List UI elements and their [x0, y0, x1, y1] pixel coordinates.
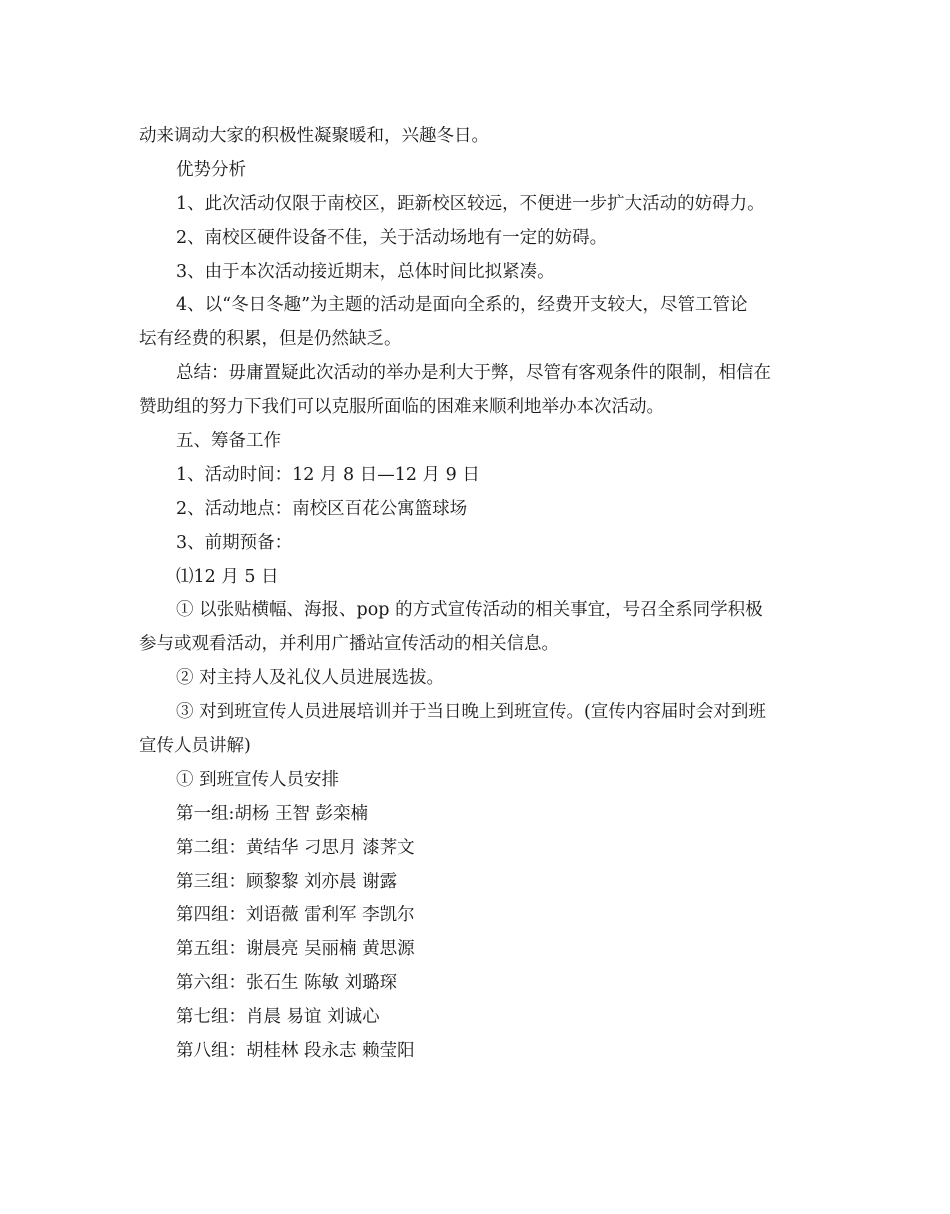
- list-item: ① 以张贴横幅、海报、pop 的方式宣传活动的相关事宜，号召全系同学积极: [176, 600, 763, 621]
- group-row: 第一组:胡杨 王智 彭栾楠: [176, 803, 369, 824]
- paragraph-line: 宣传人员讲解): [139, 736, 251, 757]
- group-row: 第七组：肖晨 易谊 刘诚心: [176, 1007, 380, 1028]
- list-item: 2、南校区硬件设备不佳，关于活动场地有一定的妨碍。: [176, 227, 608, 248]
- list-item-activity-location: 2、活动地点：南校区百花公寓篮球场: [176, 498, 468, 519]
- section-heading-advantage-analysis: 优势分析: [176, 159, 246, 180]
- group-row: 第三组：顾黎黎 刘亦晨 谢露: [176, 871, 398, 892]
- list-item: 3、由于本次活动接近期末，总体时间比拟紧凑。: [176, 261, 555, 282]
- list-item: ③ 对到班宣传人员进展培训并于当日晚上到班宣传。(宣传内容届时会对到班: [176, 702, 766, 723]
- list-item: ② 对主持人及礼仪人员进展选拔。: [176, 668, 445, 689]
- paragraph-line: 坛有经费的积累，但是仍然缺乏。: [139, 329, 402, 350]
- list-item: 1、此次活动仅限于南校区，距新校区较远，不便进一步扩大活动的妨碍力。: [176, 193, 765, 214]
- paragraph-line: 赞助组的努力下我们可以克服所面临的困难来顺利地举办本次活动。: [139, 397, 664, 418]
- list-item: 4、以“冬日冬趣”为主题的活动是面向全系的，经费开支较大，尽管工管论: [176, 295, 748, 316]
- list-item-preparation: 3、前期预备：: [176, 532, 293, 553]
- group-row: 第五组：谢晨亮 吴丽楠 黄思源: [176, 939, 415, 960]
- group-row: 第六组：张石生 陈敏 刘璐琛: [176, 973, 398, 994]
- paragraph-line: 参与或观看活动，并利用广播站宣传活动的相关信息。: [139, 634, 559, 655]
- list-item: ① 到班宣传人员安排: [176, 769, 340, 790]
- group-row: 第四组：刘语薇 雷利军 李凯尔: [176, 905, 415, 926]
- group-row: 第八组：胡桂林 段永志 赖莹阳: [176, 1041, 415, 1062]
- summary-paragraph: 总结：毋庸置疑此次活动的举办是利大于弊，尽管有客观条件的限制，相信在: [176, 363, 771, 384]
- list-item-activity-time: 1、活动时间：12 月 8 日—12 月 9 日: [176, 464, 480, 485]
- paragraph-line: 动来调动大家的积极性凝聚暖和，兴趣冬日。: [139, 126, 489, 146]
- group-row: 第二组：黄结华 刁思月 漆荠文: [176, 837, 415, 858]
- document-body: [139, 120, 821, 1069]
- section-heading-preparation: 五、筹备工作: [176, 431, 281, 452]
- date-subheading: ⑴12 月 5 日: [176, 566, 279, 587]
